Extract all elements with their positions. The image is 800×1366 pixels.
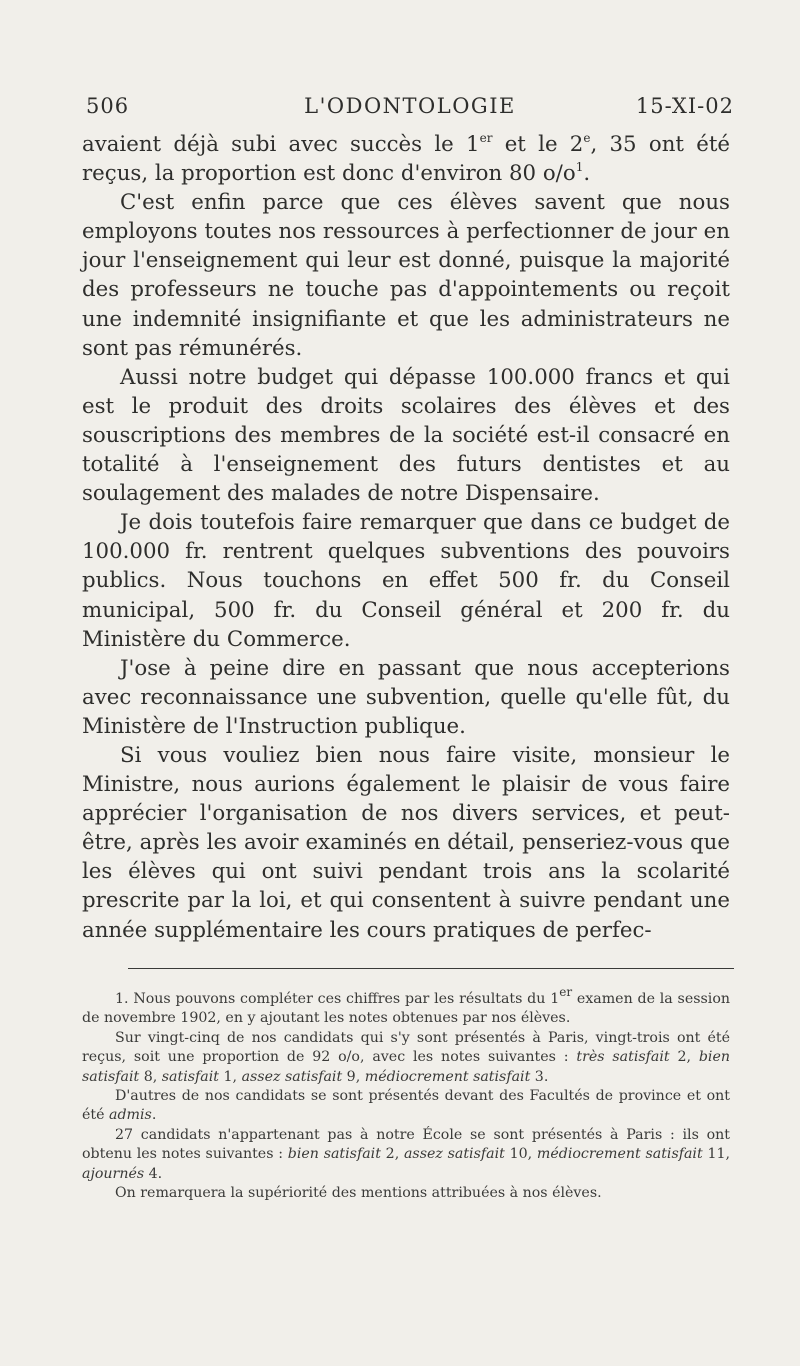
text-run: 8, <box>139 1068 162 1085</box>
footnote: On remarquera la supériorité des mentions attribuées à nos élèves. <box>115 1185 602 1202</box>
footnote-divider <box>128 968 734 969</box>
text-run: examen de la session de novembre 1902, en y ajoutant les notes obtenues par nos élèves. <box>82 991 731 1027</box>
grade-label: ajournés <box>82 1165 145 1182</box>
grade-label: admis <box>109 1107 152 1124</box>
paragraph: Je dois toutefois faire remarquer que dans ce budget de 100.000 fr. rentrent quelques subventions des pouvoirs publics. Nous touchons en effet 500 fr. du Conseil municipal, 500 fr. du Conseil général et 200 fr. du Ministère du Commerce. <box>82 510 730 652</box>
grade-label: bien satisfait <box>82 1049 730 1085</box>
grade-label: médiocrement satisfait <box>364 1068 531 1085</box>
footnote <box>82 985 731 1029</box>
grade-label: médiocrement satisfait <box>536 1146 703 1163</box>
grade-label: satisfait <box>161 1068 219 1085</box>
text-run: et le 2 <box>492 132 584 157</box>
paragraph: C'est enfin parce que ces élèves savent que nous employons toutes nos ressources à perfectionner de jour en jour l'enseignement qui leur est donné, puisque la majorité des professeurs ne touche pas d'appointements ou reçoit une indemnité insignifiante et que les administrateurs ne sont pas rémunérés. <box>82 190 730 361</box>
grade-label: bien satisfait <box>287 1146 381 1163</box>
text-run: 10, <box>504 1146 537 1163</box>
page-number: 506 <box>86 94 130 118</box>
paragraph: J'ose à peine dire en passant que nous accepterions avec reconnaissance une subvention, quelle qu'elle fût, du Ministère de l'Instruction publique. <box>82 655 730 739</box>
footnotes <box>82 985 731 1203</box>
page-header <box>86 94 734 128</box>
running-title: L'ODONTOLOGIE <box>304 94 516 118</box>
text-run: Sur vingt-cinq de nos candidats qui s'y sont présentés à Paris, vingt-trois ont été reçus, soit une proportion de 92 o/o, avec les notes suivantes : <box>82 1029 730 1066</box>
text-run: 1, <box>219 1068 242 1085</box>
text-run: 4. <box>144 1165 163 1182</box>
text-run: 2, <box>380 1146 404 1163</box>
paragraph: Aussi notre budget qui dépasse 100.000 francs et qui est le produit des droits scolaires des élèves et des souscriptions des membres de la société est-il consacré en totalité à l'enseignement des futurs dentistes et au soulagement des malades de notre Dispensaire. <box>82 364 730 507</box>
text-run: D'autres de nos candidats se sont présentés devant des Facultés de province et ont été <box>82 1088 730 1124</box>
paragraph <box>82 130 730 188</box>
text-run: 2, <box>669 1049 699 1066</box>
text-run: 11, <box>702 1146 731 1163</box>
text-run: 1. Nous pouvons compléter ces chiffres par les résultats du 1 <box>115 991 560 1007</box>
footnote-reference: 1 <box>575 160 584 174</box>
grade-label: assez satisfait <box>241 1068 343 1085</box>
text-run: 9, <box>342 1068 365 1085</box>
text-run: . <box>151 1107 157 1124</box>
footnote <box>82 1029 730 1087</box>
issue-date: 15-XI-02 <box>635 94 734 118</box>
text-run: , 35 ont été reçus, la proportion est donc d'environ 80 o/o <box>82 132 730 187</box>
grade-label: assez satisfait <box>403 1146 505 1163</box>
superscript: er <box>559 985 573 1000</box>
paragraph: Si vous vouliez bien nous faire visite, monsieur le Ministre, nous aurions également le plaisir de vous faire apprécier l'organisation de nos divers services, et peut-être, après les avoir examinés en détail, penseriez-vous que les élèves qui ont suivi pendant trois ans la scolarité prescrite par la loi, et qui consentent à suivre pendant une année supplémentaire les cours pratiques de perfec- <box>82 742 730 943</box>
footnote <box>82 1126 730 1184</box>
text-run: . <box>583 161 591 187</box>
text-run: 27 candidats n'appartenant pas à notre École se sont présentés à Paris : ils ont obtenu les notes suivantes : <box>82 1126 730 1163</box>
text-run: 3. <box>530 1068 549 1085</box>
body-text <box>82 130 730 945</box>
grade-label: très satisfait <box>576 1049 670 1066</box>
footnote <box>82 1087 730 1126</box>
superscript: er <box>479 130 493 145</box>
superscript: e <box>583 130 591 145</box>
text-run: avaient déjà subi avec succès le 1 <box>82 132 480 157</box>
